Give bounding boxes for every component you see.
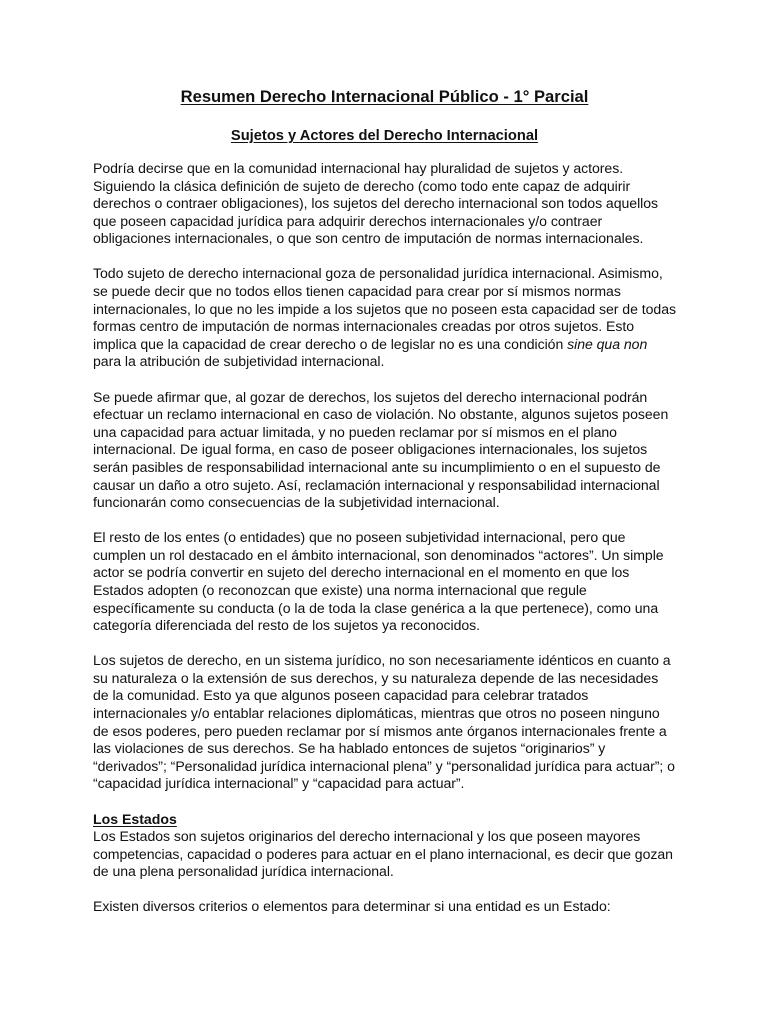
- document-title: Resumen Derecho Internacional Público - 1° Parcial: [180, 87, 589, 106]
- section-heading-estados: Los Estados: [93, 810, 177, 827]
- latin-phrase: sine qua non: [567, 335, 648, 352]
- paragraph-2-text-end: para la atribución de subjetividad internacional.: [93, 353, 385, 370]
- estados-paragraph-1: Los Estados son sujetos originarios del derecho internacional y los que poseen mayores competencias, capacidad o poderes para actuar en el plano internacional, es decir que gozan de una plena personalidad jurídica internacional.: [93, 828, 673, 880]
- paragraph-1: Podría decirse que en la comunidad internacional hay pluralidad de sujetos y actores. Siguiendo la clásica definición de sujeto de derecho (como todo ente capaz de adquirir derechos o contraer obligaciones), los sujetos del derecho internacional son todos aquellos que poseen capacidad jurídica para adquirir derechos internacionales y/o contraer obligaciones internacionales, o que son centro de imputación de normas internacionales.: [93, 160, 659, 247]
- paragraph-5: Los sujetos de derecho, en un sistema jurídico, no son necesariamente idénticos en cuanto a su naturaleza o la extensión de sus derechos, y su naturaleza depende de las necesidades de la comunidad. Esto ya que algunos poseen capacidad para celebrar tratados internacionales y/o entablar relaciones diplomáticas, mientras que otros no poseen ninguno de esos poderes, pero pueden reclamar por sí mismos ante órganos internacionales frente a las violaciones de sus derechos. Se ha hablado entonces de sujetos “originarios” y “derivados”; “Personalidad jurídica internacional plena” y “personalidad jurídica para actuar”; o “capacidad jurídica internacional” y “capacidad para actuar”.: [93, 652, 675, 792]
- paragraph-2: [93, 265, 676, 371]
- paragraph-3: Se puede afirmar que, al gozar de derechos, los sujetos del derecho internacional podrán efectuar un reclamo internacional en caso de violación. No obstante, algunos sujetos poseen una capacidad para actuar limitada, y no pueden reclamar por sí mismos en el plano internacional. De igual forma, en caso de poseer obligaciones internacionales, los sujetos serán pasibles de responsabilidad internacional ante su incumplimiento o en el supuesto de causar un daño a otro sujeto. Así, reclamación internacional y responsabilidad internacional funcionarán como consecuencias de la subjetividad internacional.: [93, 388, 669, 511]
- paragraph-2-text-start: Todo sujeto de derecho internacional goza de personalidad jurídica internacional. Asimismo, se puede decir que no todos ellos tienen capacidad para crear por sí mismos normas internacionales, lo que no les impide a los sujetos que no poseen esta capacidad ser de todas formas centro de imputación de normas internacionales creadas por otros sujetos. Esto implica que la capacidad de crear derecho o de legislar no es una condición: [93, 265, 676, 352]
- section-subtitle: Sujetos y Actores del Derecho Internacional: [230, 128, 539, 144]
- paragraph-4: El resto de los entes (o entidades) que no poseen subjetividad internacional, pero que cumplen un rol destacado en el ámbito internacional, son denominados “actores”. Un simple actor se podría convertir en sujeto del derecho internacional en el momento en que los Estados adopten (o reconozcan que existe) una norma internacional que regule específicamente su conducta (o la de toda la clase genérica a la que pertenece), como una categoría diferenciada del resto de los sujetos ya reconocidos.: [93, 529, 664, 634]
- estados-paragraph-2: Existen diversos criterios o elementos para determinar si una entidad es un Estado:: [93, 898, 611, 915]
